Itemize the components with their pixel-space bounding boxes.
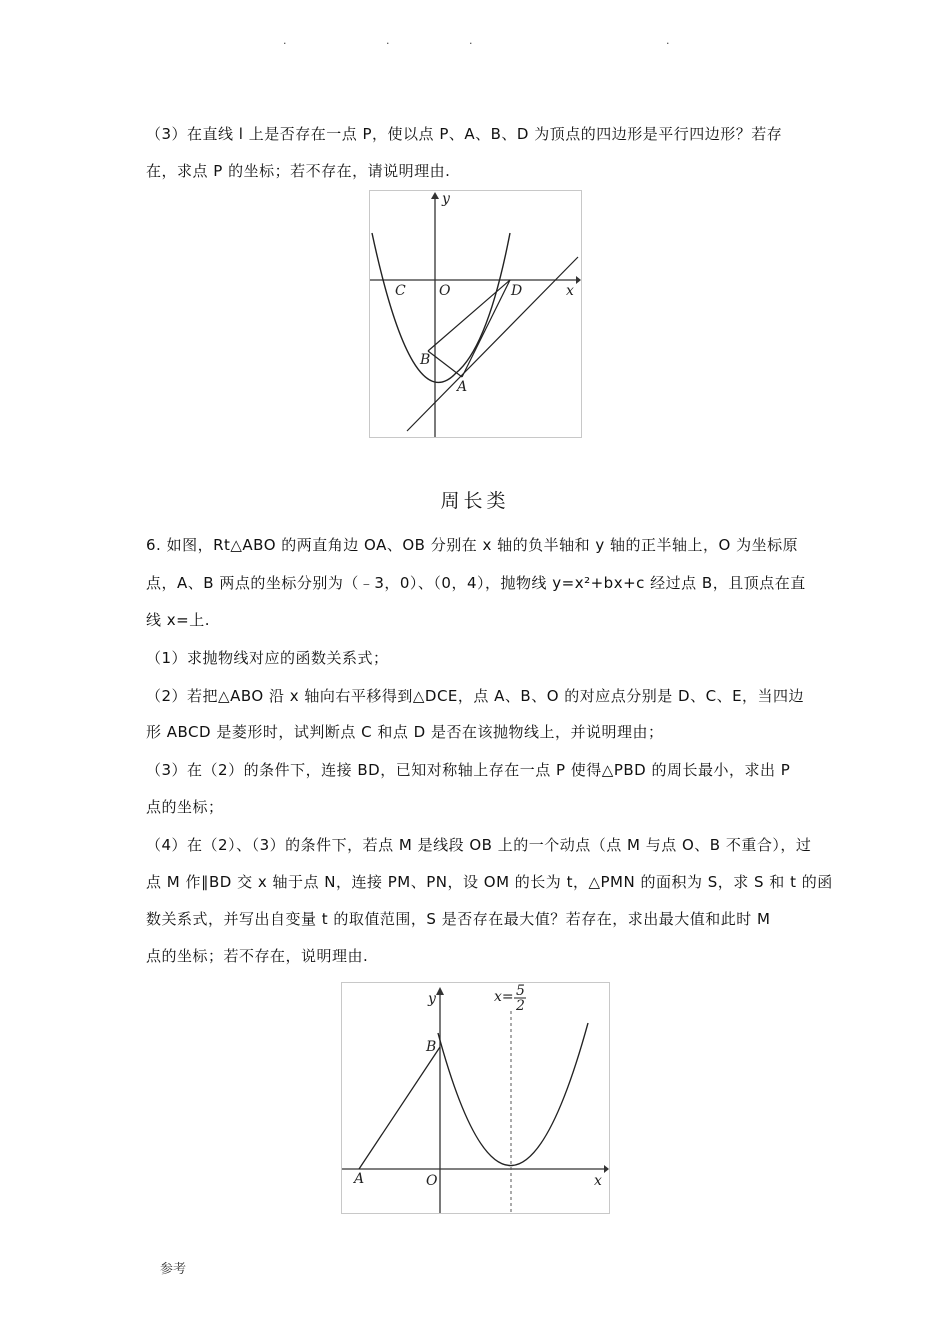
fig2-label-y: y	[428, 991, 436, 1007]
fig1-label-a: A	[457, 379, 468, 395]
problem6-line: （3）在（2）的条件下，连接 BD，已知对称轴上存在一点 P 使得△PBD 的周长最小，求出 P	[146, 761, 791, 779]
problem6-line: 点的坐标；若不存在，说明理由.	[146, 947, 369, 965]
figure-parabola-triangle	[341, 982, 610, 1214]
header-dot: .	[666, 34, 670, 47]
problem5-q3-line2: 在，求点 P 的坐标；若不存在，请说明理由.	[146, 162, 451, 180]
problem6-line: 形 ABCD 是菱形时，试判断点 C 和点 D 是否在该抛物线上，并说明理由；	[146, 723, 664, 741]
problem6-line: 线 x=上.	[146, 611, 210, 629]
fig1-label-b: B	[420, 352, 431, 368]
figure-parabola-parallelogram	[369, 190, 582, 438]
fig2-frac-den: 2	[516, 998, 525, 1014]
header-dot: .	[283, 34, 287, 47]
section-title: 周长类	[440, 490, 510, 512]
fig2-label-o: O	[426, 1173, 438, 1189]
fig2-frac-num: 5	[516, 983, 525, 999]
fig2-label-x: x	[594, 1173, 602, 1189]
problem5-q3-line1: （3）在直线 l 上是否存在一点 P，使以点 P、A、B、D 为顶点的四边形是平行四边形？若存	[146, 125, 783, 143]
fig2-label-a: A	[354, 1171, 365, 1187]
problem6-line: （4）在（2）、（3）的条件下，若点 M 是线段 OB 上的一个动点（点 M 与点 O、B 不重合），过	[146, 836, 812, 854]
problem6-line: （1）求抛物线对应的函数关系式；	[146, 649, 389, 667]
fig2-label-b: B	[426, 1039, 437, 1055]
problem6-line: 数关系式，并写出自变量 t 的取值范围，S 是否存在最大值？若存在，求出最大值和此时 M	[146, 910, 771, 928]
header-dot: .	[386, 34, 390, 47]
fig1-label-d: D	[511, 283, 523, 299]
fig1-label-c: C	[395, 283, 406, 299]
fig2-label-x-eq: x=	[494, 989, 514, 1005]
problem6-line: 点 M 作∥BD 交 x 轴于点 N，连接 PM、PN，设 OM 的长为 t，△PMN 的面积为 S，求 S 和 t 的函	[146, 873, 833, 891]
fig1-label-x: x	[566, 283, 574, 299]
fig1-label-o: O	[439, 283, 451, 299]
problem6-line: 点，A、B 两点的坐标分别为（﹣3，0）、（0，4），抛物线 y=x²+bx+c 经过点 B，且顶点在直	[146, 574, 806, 592]
problem6-line: 6. 如图，Rt△ABO 的两直角边 OA、OB 分别在 x 轴的负半轴和 y 轴的正半轴上，O 为坐标原	[146, 536, 799, 554]
footer-note: 参考	[160, 1262, 187, 1277]
problem6-line: （2）若把△ABO 沿 x 轴向右平移得到△DCE，点 A、B、O 的对应点分别是 D、C、E，当四边	[146, 687, 805, 705]
problem6-line: 点的坐标；	[146, 798, 224, 816]
fig1-label-y: y	[442, 191, 450, 207]
header-dot: .	[469, 34, 473, 47]
